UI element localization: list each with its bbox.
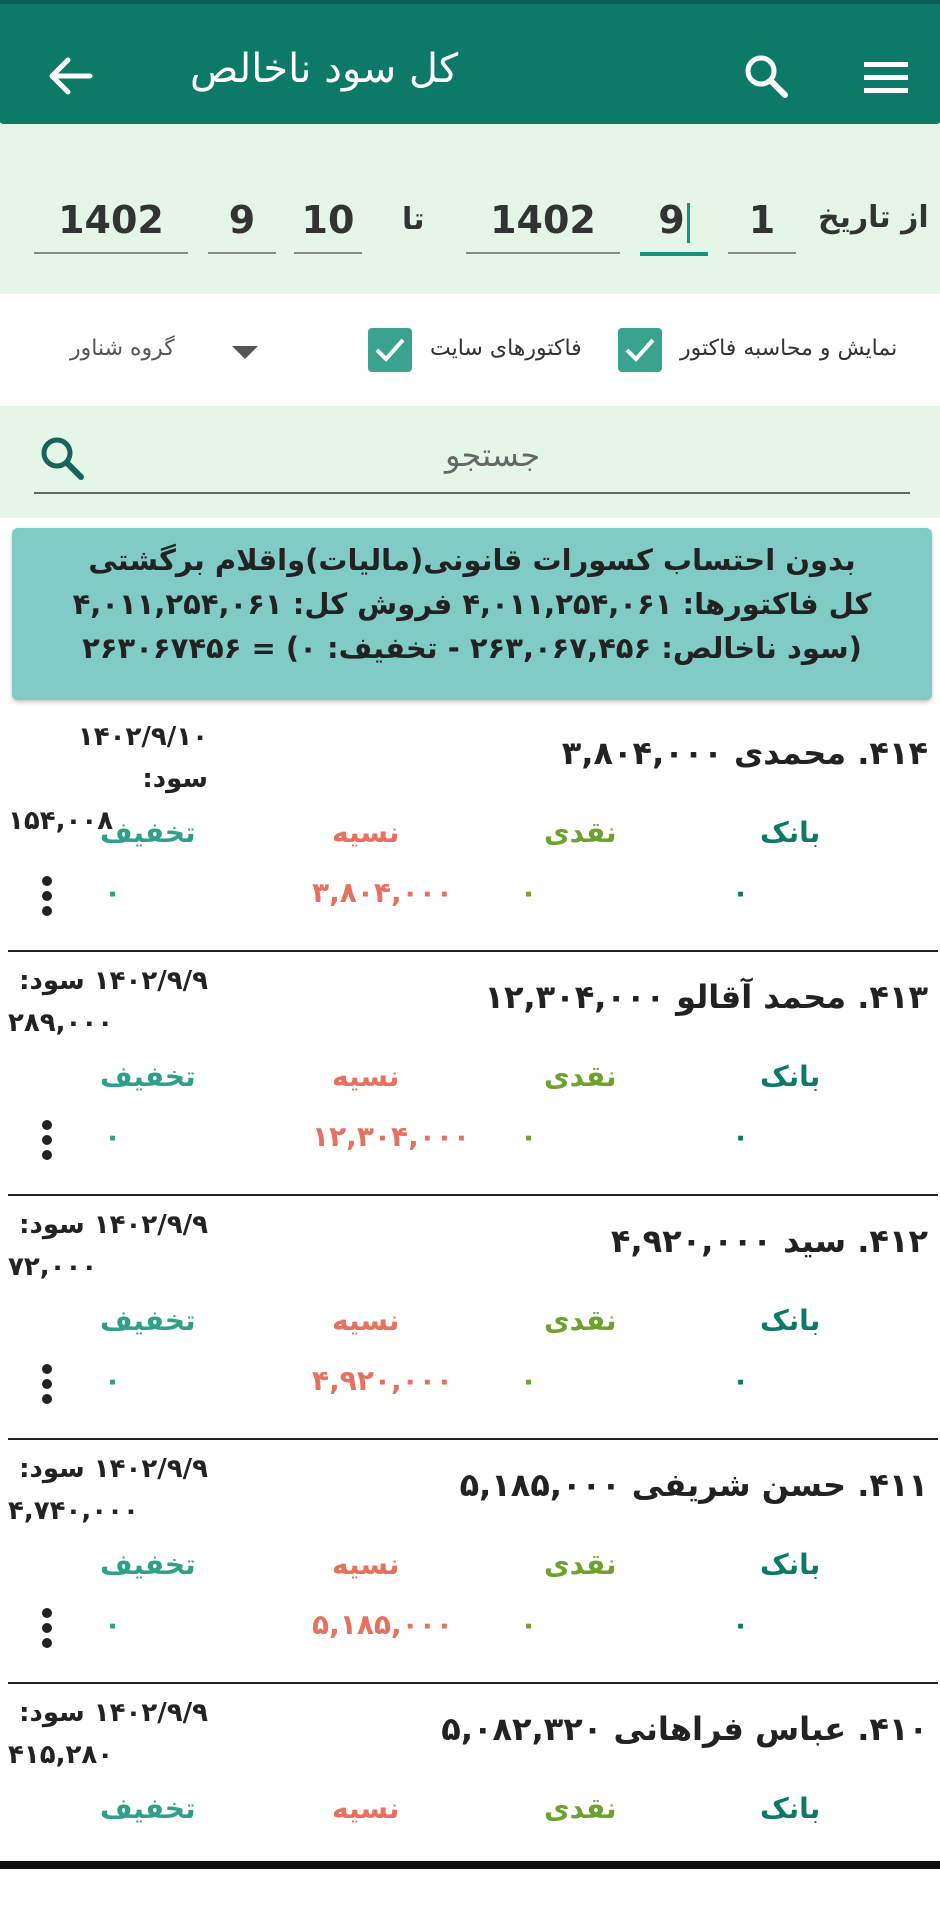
column-cash: نقدی: [544, 1060, 617, 1093]
more-options-icon[interactable]: [42, 1120, 52, 1165]
column-bank: بانک: [760, 1548, 821, 1581]
search-input[interactable]: جستجو: [445, 436, 541, 474]
summary-card: [12, 528, 932, 700]
discount-value: ۰: [104, 876, 122, 909]
entry-profit: ۱۴۰۲/۹/۹ سود: ۴۱۵,۲۸۰: [8, 1698, 208, 1770]
entry-title: ۴۱۰. عباس فراهانی ۵,۰۸۲,۳۲۰: [441, 1710, 928, 1748]
entry-title: ۴۱۲. سید ۴,۹۲۰,۰۰۰: [610, 1222, 928, 1260]
hamburger-menu-icon[interactable]: [862, 58, 910, 98]
credit-value: ۴,۹۲۰,۰۰۰: [312, 1364, 453, 1397]
page-title: کل سود ناخالص: [190, 46, 459, 92]
entry-profit: ۱۴۰۲/۹/۹ سود: ۴,۷۴۰,۰۰۰: [8, 1454, 208, 1526]
cash-value: ۰: [520, 1608, 538, 1641]
column-credit: نسیه: [332, 1060, 400, 1093]
system-nav-edge: [0, 1861, 940, 1869]
column-bank: بانک: [760, 1792, 821, 1825]
cash-value: ۰: [520, 1120, 538, 1153]
to-year-input[interactable]: 1402: [34, 196, 188, 254]
summary-note: بدون احتساب کسورات قانونی(مالیات)واقلام برگشتی: [88, 543, 856, 577]
divider: [8, 1438, 938, 1440]
credit-value: ۳,۸۰۴,۰۰۰: [312, 876, 453, 909]
list-item[interactable]: [0, 950, 940, 1194]
column-bank: بانک: [760, 1060, 821, 1093]
group-dropdown-label[interactable]: گروه شناور: [70, 336, 175, 361]
cash-value: ۰: [520, 876, 538, 909]
column-credit: نسیه: [332, 816, 400, 849]
summary-totals: کل فاکتورها: ۴,۰۱۱,۲۵۴,۰۶۱ فروش کل: ۴,۰۱۱,۲۵۴,۰۶۱: [72, 587, 872, 621]
search-underline: [34, 492, 910, 494]
from-month-input[interactable]: 9: [640, 196, 708, 256]
entry-profit: ۱۴۰۲/۹/۹ سود: ۷۲,۰۰۰: [8, 1210, 208, 1282]
column-credit: نسیه: [332, 1548, 400, 1581]
search-icon[interactable]: [742, 52, 790, 100]
column-bank: بانک: [760, 1304, 821, 1337]
column-cash: نقدی: [544, 1548, 617, 1581]
list-item[interactable]: [0, 1194, 940, 1438]
column-cash: نقدی: [544, 1792, 617, 1825]
more-options-icon[interactable]: [42, 876, 52, 921]
entry-title: ۴۱۴. محمدی ۳,۸۰۴,۰۰۰: [561, 734, 928, 772]
more-options-icon[interactable]: [42, 1608, 52, 1653]
list-item[interactable]: [0, 1682, 940, 1926]
credit-value: ۱۲,۳۰۴,۰۰۰: [312, 1120, 470, 1153]
column-credit: نسیه: [332, 1304, 400, 1337]
divider: [8, 1682, 938, 1684]
from-date-label: از تاریخ: [818, 200, 929, 235]
summary-profit: (سود ناخالص: ۲۶۳,۰۶۷,۴۵۶ - تخفیف: ۰) = ۲۶۳۰۶۷۴۵۶: [82, 631, 862, 665]
show-invoice-label: نمایش و محاسبه فاکتور: [680, 336, 898, 361]
to-month-input[interactable]: 9: [208, 196, 276, 254]
discount-value: ۰: [104, 1608, 122, 1641]
site-invoices-checkbox[interactable]: [368, 328, 412, 372]
list-item[interactable]: [0, 1438, 940, 1682]
show-invoice-checkbox[interactable]: [618, 328, 662, 372]
bank-value: ۰: [732, 1120, 750, 1153]
column-bank: بانک: [760, 816, 821, 849]
more-options-icon[interactable]: [42, 1364, 52, 1409]
bank-value: ۰: [732, 1364, 750, 1397]
column-discount: تخفیف: [100, 1304, 196, 1337]
column-discount: تخفیف: [100, 1792, 196, 1825]
column-credit: نسیه: [332, 1792, 400, 1825]
column-discount: تخفیف: [100, 1548, 196, 1581]
back-arrow-icon[interactable]: [46, 56, 94, 96]
entry-title: ۴۱۱. حسن شریفی ۵,۱۸۵,۰۰۰: [459, 1466, 928, 1504]
credit-value: ۵,۱۸۵,۰۰۰: [312, 1608, 453, 1641]
site-invoices-label: فاکتورهای سایت: [430, 336, 582, 361]
from-year-input[interactable]: 1402: [466, 196, 620, 254]
discount-value: ۰: [104, 1120, 122, 1153]
search-icon[interactable]: [38, 434, 86, 486]
chevron-down-icon[interactable]: [232, 346, 258, 359]
entry-profit: ۱۴۰۲/۹/۹ سود: ۲۸۹,۰۰۰: [8, 966, 208, 1038]
entry-title: ۴۱۳. محمد آقالو ۱۲,۳۰۴,۰۰۰: [484, 978, 928, 1016]
column-cash: نقدی: [544, 816, 617, 849]
app-bar: [0, 0, 940, 140]
column-discount: تخفیف: [100, 1060, 196, 1093]
divider: [8, 950, 938, 952]
to-date-label: تا: [402, 202, 425, 237]
column-discount: تخفیف: [100, 816, 196, 849]
discount-value: ۰: [104, 1364, 122, 1397]
entry-profit: ۱۴۰۲/۹/۱۰ سود: ۱۵۴,۰۰۸: [8, 722, 208, 836]
list-item[interactable]: [0, 706, 940, 950]
bank-value: ۰: [732, 876, 750, 909]
column-cash: نقدی: [544, 1304, 617, 1337]
from-day-input[interactable]: 1: [728, 196, 796, 254]
divider: [8, 1194, 938, 1196]
cash-value: ۰: [520, 1364, 538, 1397]
bank-value: ۰: [732, 1608, 750, 1641]
to-day-input[interactable]: 10: [294, 196, 362, 254]
